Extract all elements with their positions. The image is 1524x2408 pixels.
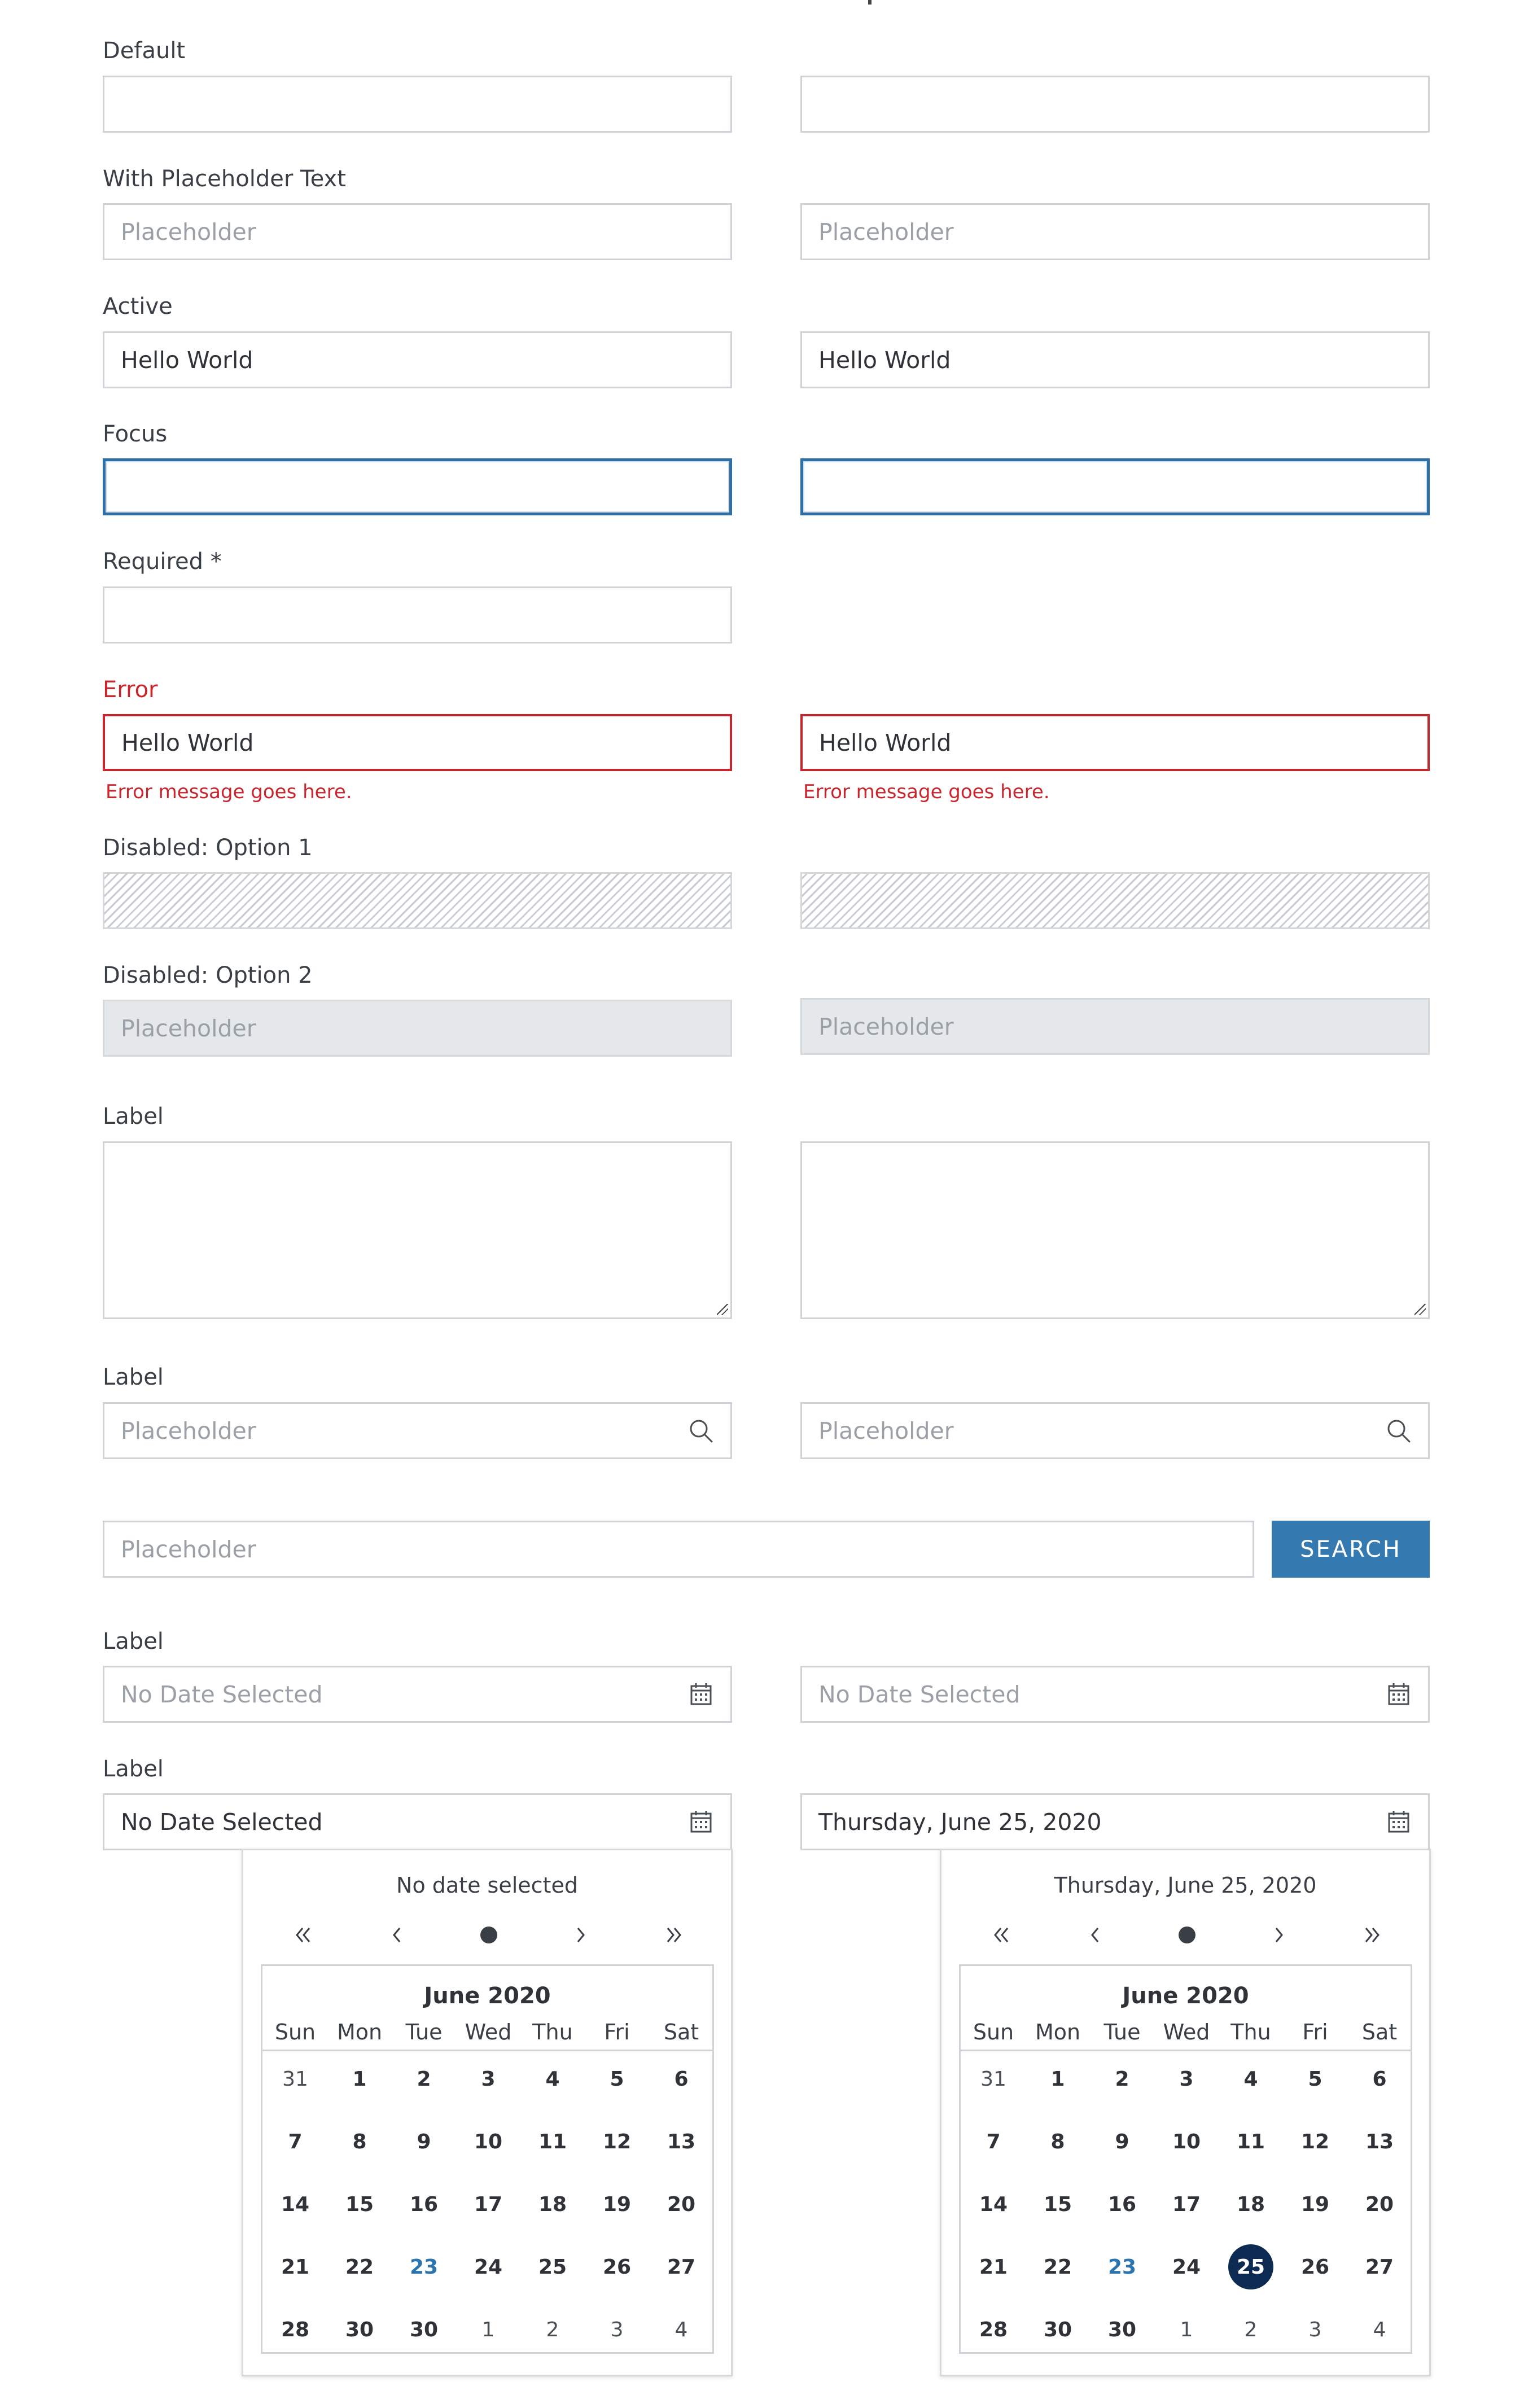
weekday-header: Mon <box>1035 2020 1081 2044</box>
calendar-day[interactable]: 25 <box>1228 2244 1273 2289</box>
calendar-month-grid <box>261 1964 714 2354</box>
calendar-selected-date: No date selected <box>396 1873 578 1898</box>
calendar-day[interactable]: 4 <box>1373 2318 1386 2341</box>
active-input-left[interactable] <box>103 331 732 388</box>
date-input-left[interactable] <box>103 1666 732 1723</box>
dot-icon[interactable] <box>478 1924 500 1946</box>
calendar-day[interactable]: 14 <box>979 2192 1008 2216</box>
calendar-day[interactable]: 23 <box>1107 2255 1137 2279</box>
placeholder-text: Placeholder <box>121 218 256 246</box>
search-bar-placeholder: Placeholder <box>121 1535 256 1563</box>
calendar-day[interactable]: 12 <box>1300 2130 1330 2153</box>
calendar-day[interactable]: 19 <box>602 2192 632 2216</box>
disabled-placeholder: Placeholder <box>818 1013 954 1040</box>
calendar-day[interactable]: 13 <box>667 2130 696 2153</box>
calendar-day[interactable]: 2 <box>546 2318 559 2341</box>
resize-grip-icon[interactable] <box>1414 1304 1426 1315</box>
date-picker-input-right[interactable] <box>800 1793 1430 1850</box>
calendar-divider <box>961 2050 1411 2051</box>
calendar-day[interactable]: 25 <box>538 2255 567 2279</box>
calendar-day[interactable]: 23 <box>409 2255 439 2279</box>
placeholder-text: Placeholder <box>818 218 954 246</box>
weekday-header: Wed <box>465 2020 512 2044</box>
calendar-icon[interactable] <box>1385 1681 1412 1708</box>
disabled-hatched-input-right <box>800 872 1430 929</box>
calendar-day[interactable]: 30 <box>345 2318 374 2341</box>
calendar-day[interactable]: 27 <box>667 2255 696 2279</box>
disabled-grey-input-right <box>800 998 1430 1055</box>
calendar-day[interactable]: 16 <box>409 2192 439 2216</box>
calendar-day[interactable]: 9 <box>1115 2130 1129 2153</box>
weekday-header: Thu <box>532 2020 573 2044</box>
calendar-month-title: June 2020 <box>1122 1983 1249 2009</box>
textarea-left[interactable] <box>103 1141 732 1319</box>
weekday-header: Fri <box>604 2020 630 2044</box>
double-chevron-right-icon[interactable] <box>662 1924 685 1946</box>
disabled1-label: Disabled: Option 1 <box>103 835 313 861</box>
calendar-day[interactable]: 18 <box>538 2192 567 2216</box>
calendar-day[interactable]: 30 <box>1043 2318 1072 2341</box>
search-input-left[interactable] <box>103 1402 732 1459</box>
calendar-day[interactable]: 26 <box>602 2255 632 2279</box>
chevron-right-icon[interactable] <box>1267 1924 1290 1946</box>
calendar-day[interactable]: 2 <box>1244 2318 1258 2341</box>
calendar-day[interactable]: 30 <box>409 2318 439 2341</box>
calendar-day[interactable]: 22 <box>1043 2255 1072 2279</box>
calendar-day[interactable]: 11 <box>538 2130 567 2153</box>
calendar-day[interactable]: 10 <box>1172 2130 1201 2153</box>
calendar-day[interactable]: 31 <box>282 2067 308 2091</box>
error-value: Hello World <box>121 729 254 756</box>
search-placeholder: Placeholder <box>818 1417 954 1444</box>
calendar-day[interactable]: 17 <box>1172 2192 1201 2216</box>
error-value: Hello World <box>819 729 952 756</box>
default-input-left[interactable] <box>103 76 732 133</box>
calendar-icon[interactable] <box>687 1809 715 1836</box>
date-placeholder: No Date Selected <box>121 1680 323 1708</box>
calendar-day[interactable]: 28 <box>979 2318 1008 2341</box>
calendar-day[interactable]: 6 <box>1372 2067 1387 2091</box>
calendar-day[interactable]: 3 <box>1308 2318 1322 2341</box>
calendar-day[interactable]: 14 <box>281 2192 310 2216</box>
error-label: Error <box>103 677 158 703</box>
weekday-header: Sat <box>1361 2020 1398 2044</box>
weekday-header: Sun <box>973 2020 1014 2044</box>
focus-input-right[interactable] <box>800 458 1430 515</box>
chevron-left-icon[interactable] <box>1084 1924 1107 1946</box>
calendar-day[interactable]: 21 <box>281 2255 310 2279</box>
calendar-day[interactable]: 19 <box>1300 2192 1330 2216</box>
calendar-day[interactable]: 12 <box>602 2130 632 2153</box>
search-icon[interactable] <box>687 1417 715 1444</box>
calendar-day[interactable]: 4 <box>1243 2067 1258 2091</box>
calendar-day[interactable]: 18 <box>1236 2192 1265 2216</box>
search-label: Label <box>103 1364 164 1390</box>
calendar-selected-date: Thursday, June 25, 2020 <box>1054 1873 1317 1898</box>
calendar-day[interactable]: 16 <box>1107 2192 1137 2216</box>
search-input-right[interactable] <box>800 1402 1430 1459</box>
dot-icon[interactable] <box>1176 1924 1198 1946</box>
weekday-header: Wed <box>1163 2020 1210 2044</box>
calendar-day[interactable]: 27 <box>1365 2255 1394 2279</box>
date-picker-input-left[interactable] <box>103 1793 732 1850</box>
search-bar-input[interactable] <box>103 1521 1254 1578</box>
calendar-day[interactable]: 21 <box>979 2255 1008 2279</box>
default-label: Default <box>103 38 186 64</box>
calendar-day[interactable]: 15 <box>345 2192 374 2216</box>
calendar-day[interactable]: 5 <box>1308 2067 1322 2091</box>
weekday-header: Mon <box>336 2020 383 2044</box>
active-label: Active <box>103 294 173 319</box>
calendar-day[interactable]: 28 <box>281 2318 310 2341</box>
calendar-day[interactable]: 4 <box>545 2067 560 2091</box>
calendar-day[interactable]: 1 <box>352 2067 367 2091</box>
calendar-day[interactable]: 24 <box>474 2255 503 2279</box>
calendar-day[interactable]: 3 <box>610 2318 624 2341</box>
top-marker <box>868 0 872 5</box>
weekday-header: Thu <box>1230 2020 1271 2044</box>
error-message-right: Error message goes here. <box>803 781 1050 803</box>
placeholder-label: With Placeholder Text <box>103 166 346 192</box>
calendar-day[interactable]: 2 <box>1115 2067 1129 2091</box>
calendar-day[interactable]: 1 <box>481 2318 495 2341</box>
date-label: Label <box>103 1628 164 1654</box>
required-input[interactable] <box>103 586 732 643</box>
calendar-divider <box>262 2050 712 2051</box>
calendar-day[interactable]: 1 <box>1050 2067 1065 2091</box>
date-label-2: Label <box>103 1756 164 1782</box>
weekday-header: Sat <box>663 2020 699 2044</box>
calendar-icon[interactable] <box>1385 1809 1412 1836</box>
search-placeholder: Placeholder <box>121 1417 256 1444</box>
weekday-header: Sun <box>274 2020 316 2044</box>
date-value-right: Thursday, June 25, 2020 <box>818 1808 1102 1836</box>
weekday-header: Fri <box>1302 2020 1328 2044</box>
calendar-day[interactable]: 3 <box>481 2067 496 2091</box>
double-chevron-left-icon[interactable] <box>292 1924 315 1946</box>
calendar-day[interactable]: 1 <box>1180 2318 1193 2341</box>
calendar-day[interactable]: 2 <box>417 2067 431 2091</box>
disabled-grey-input-left <box>103 1000 732 1057</box>
placeholder-input-left[interactable] <box>103 203 732 260</box>
calendar-day[interactable]: 11 <box>1236 2130 1265 2153</box>
calendar-icon[interactable] <box>687 1681 715 1708</box>
disabled2-label: Disabled: Option 2 <box>103 962 313 988</box>
calendar-day[interactable]: 7 <box>986 2130 1001 2153</box>
disabled-hatched-input-left <box>103 872 732 929</box>
calendar-day[interactable]: 4 <box>675 2318 688 2341</box>
calendar-day[interactable]: 13 <box>1365 2130 1394 2153</box>
default-input-right[interactable] <box>800 76 1430 133</box>
focus-input-left[interactable] <box>103 458 732 515</box>
calendar-month-grid <box>959 1964 1412 2354</box>
weekday-header: Tue <box>405 2020 443 2044</box>
calendar-day[interactable]: 31 <box>980 2067 1006 2091</box>
calendar-day[interactable]: 8 <box>352 2130 367 2153</box>
double-chevron-left-icon[interactable] <box>991 1924 1013 1946</box>
calendar-day[interactable]: 30 <box>1107 2318 1137 2341</box>
active-value: Hello World <box>121 346 253 374</box>
calendar-day[interactable]: 22 <box>345 2255 374 2279</box>
calendar-day[interactable]: 10 <box>474 2130 503 2153</box>
double-chevron-right-icon[interactable] <box>1360 1924 1383 1946</box>
date-placeholder: No Date Selected <box>818 1680 1021 1708</box>
active-value: Hello World <box>818 346 951 374</box>
calendar-day[interactable]: 8 <box>1050 2130 1065 2153</box>
calendar-day[interactable]: 6 <box>674 2067 689 2091</box>
date-input-right[interactable] <box>800 1666 1430 1723</box>
chevron-left-icon[interactable] <box>386 1924 409 1946</box>
error-input-left[interactable] <box>103 714 732 771</box>
textarea-right[interactable] <box>800 1141 1430 1319</box>
calendar-day[interactable]: 9 <box>417 2130 431 2153</box>
textarea-label: Label <box>103 1104 164 1129</box>
calendar-day[interactable]: 26 <box>1300 2255 1330 2279</box>
calendar-day[interactable]: 20 <box>667 2192 696 2216</box>
chevron-right-icon[interactable] <box>569 1924 592 1946</box>
calendar-day[interactable]: 3 <box>1179 2067 1194 2091</box>
placeholder-input-right[interactable] <box>800 203 1430 260</box>
disabled-placeholder: Placeholder <box>121 1014 256 1042</box>
search-button[interactable]: SEARCH <box>1272 1521 1430 1578</box>
error-message-left: Error message goes here. <box>106 781 352 803</box>
calendar-popup-left <box>242 1849 733 2376</box>
calendar-day[interactable]: 7 <box>288 2130 303 2153</box>
required-label: Required * <box>103 549 222 575</box>
calendar-month-title: June 2020 <box>424 1983 551 2009</box>
search-icon[interactable] <box>1385 1417 1412 1444</box>
date-value-left: No Date Selected <box>121 1808 323 1836</box>
calendar-day[interactable]: 15 <box>1043 2192 1072 2216</box>
calendar-day[interactable]: 17 <box>474 2192 503 2216</box>
calendar-day[interactable]: 5 <box>610 2067 624 2091</box>
focus-label: Focus <box>103 421 168 447</box>
resize-grip-icon[interactable] <box>717 1304 728 1315</box>
active-input-right[interactable] <box>800 331 1430 388</box>
weekday-header: Tue <box>1103 2020 1141 2044</box>
calendar-day[interactable]: 24 <box>1172 2255 1201 2279</box>
calendar-popup-right <box>940 1849 1431 2376</box>
error-input-right[interactable] <box>800 714 1430 771</box>
calendar-day[interactable]: 20 <box>1365 2192 1394 2216</box>
